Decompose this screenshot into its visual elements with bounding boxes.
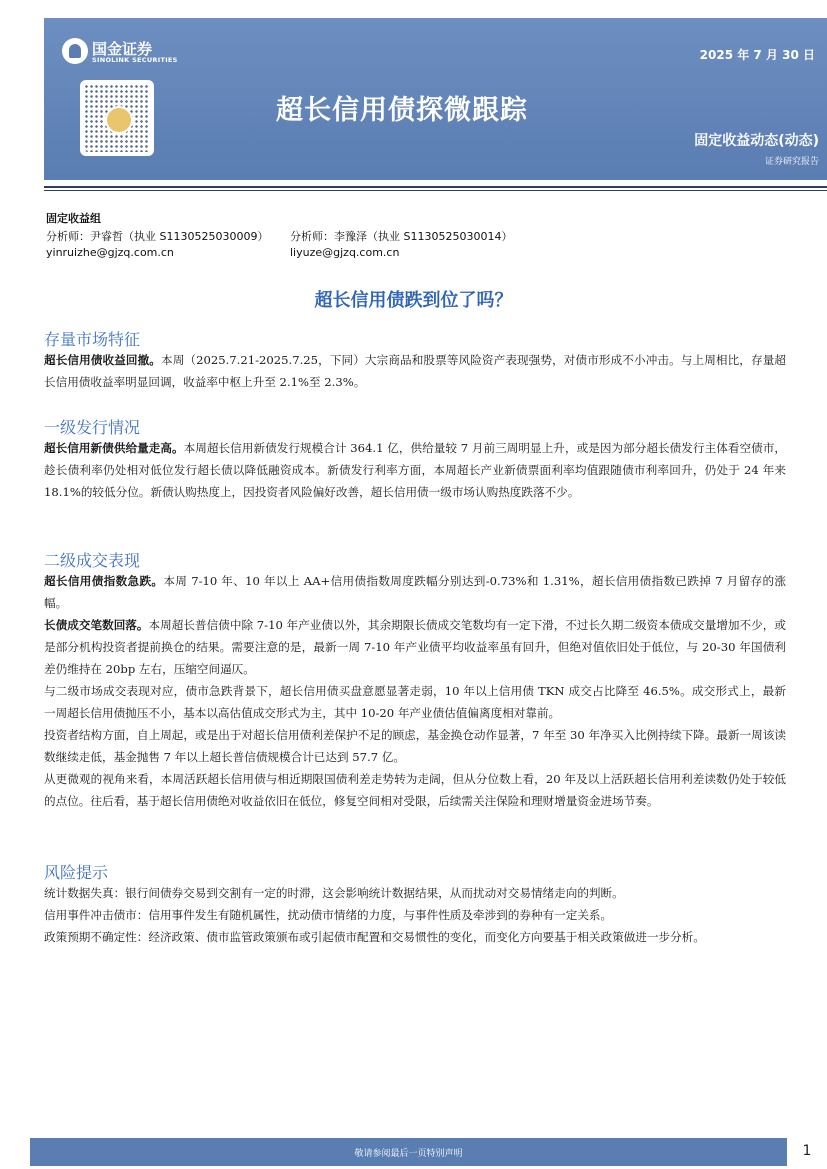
section-paragraph [44, 724, 786, 768]
paragraph-lead: 超长信用债指数急跌。 [44, 574, 164, 588]
qr-center-logo-icon [105, 106, 133, 134]
footer-disclaimer[interactable]: 敬请参阅最后一页特别声明 [354, 1149, 463, 1159]
paragraph-text: 信用事件冲击债市：信用事件发生有随机属性，扰动债市情绪的力度，与事件性质及牵涉到的券种有一定关系。 [44, 908, 613, 922]
logo-icon [62, 38, 88, 64]
section-paragraph [44, 768, 786, 812]
section-paragraph [44, 680, 786, 724]
report-category: 固定收益动态(动态) [694, 133, 819, 149]
paragraph-lead: 超长信用债收益回撤。 [44, 353, 161, 367]
paragraph-lead: 超长信用新债供给量走高。 [44, 441, 184, 455]
paragraph-text: 从更微观的视角来看，本周活跃超长信用债与相近期限国债利差走势转为走阔，但从分位数上看，20 年及以上活跃超长信用利差读数仍处于较低的点位。往后看，基于超长信用债绝对收益依旧在低位，修复空间相对受限，后续需关注保险和理财增量资金进场节奏。 [44, 772, 786, 808]
footer-bar [30, 1138, 787, 1166]
analyst-2: 分析师：李豫泽（执业 S1130525030014） [290, 230, 513, 243]
qr-code [80, 80, 154, 156]
header-divider [44, 186, 827, 188]
company-logo [60, 34, 180, 68]
logo-cn-text: 国金证券 [92, 40, 153, 58]
analyst-1: 分析师：尹睿哲（执业 S1130525030009） [46, 230, 269, 243]
analyst-1-email[interactable]: yinruizhe@gjzq.com.cn [46, 246, 174, 259]
paragraph-text: 本周 7-10 年、10 年以上 AA+信用债指数周度跌幅分别达到-0.73%和 1.31%，超长信用债指数已跌掉 7 月留存的涨幅。 [44, 574, 786, 610]
risk-item [44, 926, 786, 948]
section-paragraph [44, 349, 786, 393]
report-subcategory: 证券研究报告 [764, 157, 819, 167]
risk-item [44, 882, 786, 904]
report-series-title: 超长信用债探微跟踪 [276, 95, 528, 126]
page-number: 1 [802, 1143, 812, 1159]
paragraph-text: 与二级市场成交表现对应，债市急跌背景下，超长信用债买盘意愿显著走弱，10 年以上信用债 TKN 成交占比降至 46.5%。成交形式上，最新一周超长信用债抛压不小，基本以高估值成交形式为主，其中 10-20 年产业债估值偏离度相对靠前。 [44, 684, 786, 720]
paragraph-text: 政策预期不确定性：经济政策、债市监管政策颁布或引起债市配置和交易惯性的变化，而变化方向要基于相关政策做进一步分析。 [44, 930, 705, 944]
article-title: 超长信用债跌到位了吗？ [314, 290, 513, 311]
paragraph-lead: 长债成交笔数回落。 [44, 618, 149, 632]
section-title-stock-market: 存量市场特征 [44, 330, 141, 349]
paragraph-text: 本周超长信用新债发行规模合计 364.1 亿，供给量较 7 月前三周明显上升，或是因为部分超长债发行主体看空债市，趁长债利率仍处相对低位发行超长债以降低融资成本。新债发行利率方面，本周超长产业新债票面利率均值跟随债市利率回升，仍处于 24 年来 18.1%的较低分位。新债认购热度上，因投资者风险偏好改善，超长信用债一级市场认购热度跌落不少。 [44, 441, 786, 499]
report-date: 2025 年 7 月 30 日 [699, 48, 815, 62]
report-header [44, 18, 827, 180]
logo-en-text: SINOLINK SECURITIES [92, 56, 178, 64]
section-title-risk-warning: 风险提示 [44, 863, 109, 882]
section-paragraph [44, 614, 786, 680]
section-title-primary-issuance: 一级发行情况 [44, 418, 141, 437]
section-title-secondary-trading: 二级成交表现 [44, 551, 141, 570]
paragraph-text: 本周（2025.7.21-2025.7.25，下同）大宗商品和股票等风险资产表现强势，对债市形成不小冲击。与上周相比，存量超长信用债收益率明显回调，收益率中枢上升至 2.1%至 2.3%。 [44, 353, 786, 389]
section-paragraph [44, 570, 786, 614]
header-divider-thin [44, 190, 827, 191]
paragraph-text: 投资者结构方面，自上周起，或是出于对超长信用债利差保护不足的顾虑，基金换仓动作显著，7 年至 30 年净买入比例持续下降。最新一周该读数继续走低，基金抛售 7 年以上超长普信债规模合计已达到 57.7 亿。 [44, 728, 786, 764]
section-paragraph [44, 437, 786, 503]
paragraph-text: 统计数据失真：银行间债券交易到交割有一定的时滞，这会影响统计数据结果，从而扰动对交易情绪走向的判断。 [44, 886, 624, 900]
paragraph-text: 本周超长普信债中除 7-10 年产业债以外，其余期限长债成交笔数均有一定下滑，不过长久期二级资本债成交量增加不少，或是部分机构投资者提前换仓的结果。需要注意的是，最新一周 7-10 年产业债平均收益率虽有回升，但绝对值依旧处于低位，与 20-30 年国债利差仍维持在 20bp 左右，压缩空间逼仄。 [44, 618, 786, 676]
risk-item [44, 904, 786, 926]
team-name: 固定收益组 [46, 212, 101, 225]
analyst-2-email[interactable]: liyuze@gjzq.com.cn [290, 246, 400, 259]
